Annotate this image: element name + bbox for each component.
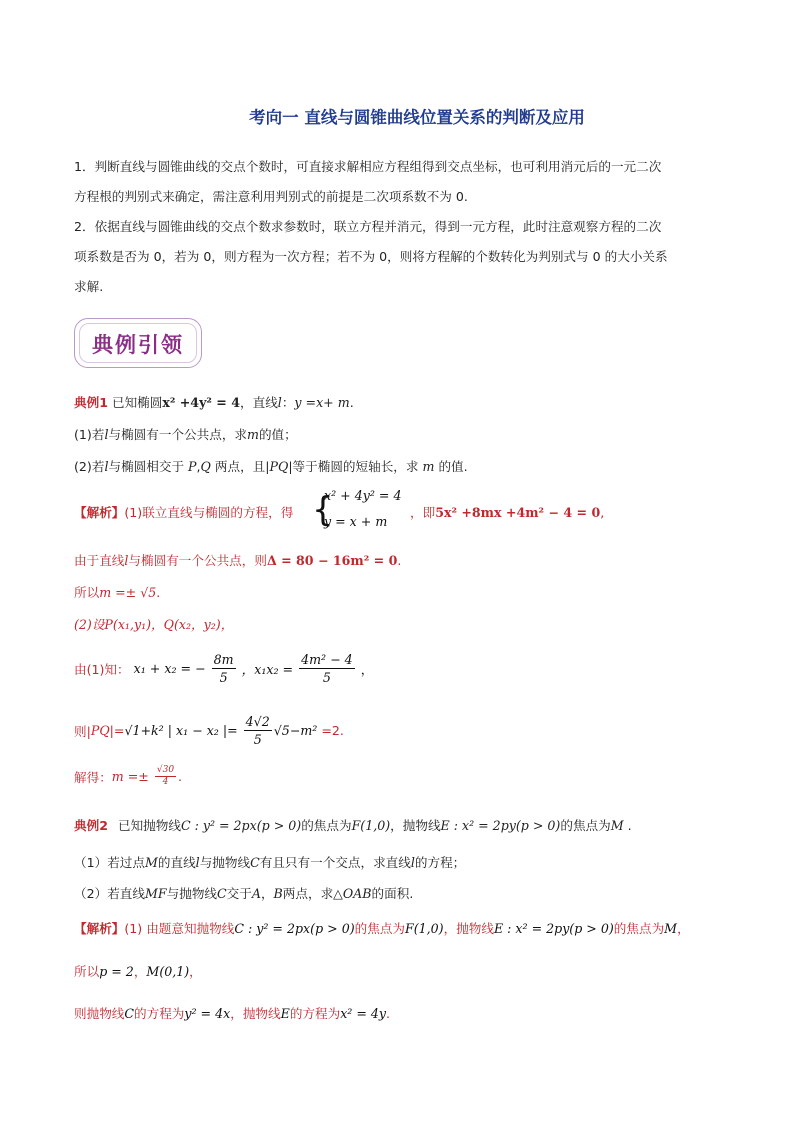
math: PQ xyxy=(90,723,110,738)
text: . xyxy=(386,1006,391,1021)
text: 与椭圆有一个公共点，则 xyxy=(128,553,267,568)
numerator: 4m² − 4 xyxy=(301,652,353,667)
solution2-line1 xyxy=(74,918,690,937)
text: 的值； xyxy=(258,427,297,442)
text: 与抛物线 xyxy=(199,855,251,870)
math: m xyxy=(422,459,435,474)
numerator: 8m xyxy=(213,652,234,667)
math: l xyxy=(104,427,109,442)
text: (1)联立直线与椭圆的方程，得 xyxy=(124,505,294,520)
text: 与椭圆有一个公共点，求 xyxy=(108,427,247,442)
fraction xyxy=(299,651,355,686)
system-eq1: x² + 4y² = 4 xyxy=(324,488,402,503)
solution2-line2 xyxy=(74,961,202,980)
solution1-line6 xyxy=(74,713,344,748)
denominator: 5 xyxy=(219,670,228,685)
solution1-line2 xyxy=(74,550,401,569)
text: 所以 xyxy=(74,964,100,979)
solution1-line4: (2)设P(x₁,y₁)，Q(x₂，y₂)， xyxy=(74,617,234,632)
solution2-line3 xyxy=(74,1003,390,1022)
solution1-line1-tail xyxy=(410,502,604,521)
banner-label: 典例引领 xyxy=(92,332,184,357)
example1-question2 xyxy=(74,456,468,475)
math: l xyxy=(104,459,109,474)
system-eq2: y = x + m xyxy=(324,514,388,529)
denominator: 5 xyxy=(253,732,262,747)
math: l xyxy=(277,395,282,410)
intro-line: 2．依据直线与圆锥曲线的交点个数求参数时，联立方程并消元，得到一元方程，此时注意观察方程的二次 xyxy=(74,219,662,234)
math: E : x² = 2py(p > 0) xyxy=(493,921,614,936)
text: 的直线 xyxy=(157,855,196,870)
math: E xyxy=(280,1006,290,1021)
text: (1)若 xyxy=(74,427,105,442)
text: ： xyxy=(281,395,295,410)
text: ，抛物线 xyxy=(230,1006,281,1021)
text: . xyxy=(623,818,632,833)
math: A xyxy=(251,886,261,901)
solution-tag: 【解析】 xyxy=(74,505,125,520)
math: MF xyxy=(144,886,167,901)
math: E : x² = 2py(p > 0) xyxy=(440,818,561,833)
text: 由(1)知： xyxy=(74,662,130,677)
math: P xyxy=(188,459,197,474)
math: y² = 4x xyxy=(184,1006,231,1021)
text: , xyxy=(196,459,201,474)
brace-icon: { xyxy=(312,490,334,530)
intro-line: 方程根的判别式来确定，需注意利用判别式的前提是二次项系数不为 0. xyxy=(74,189,468,204)
numerator: √30 xyxy=(156,765,175,775)
section-title: 考向一 直线与圆锥曲线位置关系的判断及应用 xyxy=(249,108,585,127)
text: 则| xyxy=(74,724,91,739)
text: . xyxy=(178,769,183,784)
text: 的方程为 xyxy=(289,1006,341,1021)
text: 的方程为 xyxy=(134,1006,185,1021)
text: 解得： xyxy=(74,770,112,785)
text: 的面积. xyxy=(371,886,414,901)
denominator: 5 xyxy=(322,670,331,685)
text: （2）若直线 xyxy=(74,886,145,901)
ellipse-equation: x² +4y² = 4 xyxy=(162,395,240,410)
example1-stem xyxy=(74,392,354,411)
example-banner xyxy=(74,318,202,368)
text: 的方程； xyxy=(414,855,466,870)
text: （1）若过点 xyxy=(74,855,145,870)
math: F(1,0) xyxy=(351,818,391,833)
text: . xyxy=(349,395,354,410)
text: 两点，且| xyxy=(210,459,270,474)
math: m xyxy=(247,427,259,442)
line-equation: y =x+ m xyxy=(294,395,350,410)
math: C xyxy=(124,1006,135,1021)
text: |= xyxy=(109,723,125,738)
solution1-line3 xyxy=(74,582,160,601)
math: C : y² = 2px(p > 0) xyxy=(234,921,355,936)
math: ，x₁x₂ = xyxy=(241,662,294,677)
solution1-line1 xyxy=(74,502,293,521)
example2-stem xyxy=(74,815,632,834)
intro-line: 1．判断直线与圆锥曲线的交点个数时，可直接求解相应方程组得到交点坐标，也可利用消元后的一元二次 xyxy=(74,159,662,174)
text: ，抛物线 xyxy=(443,921,494,936)
text: . xyxy=(397,553,402,568)
text: 与椭圆相交于 xyxy=(108,459,189,474)
text: |等于椭圆的短轴长，求 xyxy=(288,459,423,474)
math: C xyxy=(217,886,227,901)
text: ， xyxy=(677,921,690,936)
intro-line: 项系数是否为 0，若为 0，则方程为一次方程；若不为 0，则将方程解的个数转化为判别式与 0 的大小关系 xyxy=(74,249,668,264)
text: 的焦点为 xyxy=(560,818,611,833)
text: 则抛物线 xyxy=(74,1006,125,1021)
numerator: 4√2 xyxy=(245,714,270,729)
text: ，即 xyxy=(410,505,436,520)
text: ， xyxy=(260,886,274,901)
math: m =± √5 xyxy=(99,585,157,600)
math: M xyxy=(610,818,624,833)
math: F(1,0) xyxy=(405,921,444,936)
fraction xyxy=(244,713,272,748)
math: √5−m² xyxy=(273,723,318,738)
text: 由于直线 xyxy=(74,553,125,568)
math: PQ xyxy=(269,459,289,474)
math: m =± xyxy=(111,769,149,784)
text: 交于 xyxy=(226,886,252,901)
text: 有且只有一个交点，求直线 xyxy=(259,855,411,870)
math: Q xyxy=(200,459,211,474)
math: l xyxy=(195,855,200,870)
quadratic-equation: 5x² +8mx +4m² − 4 = 0 xyxy=(435,505,601,520)
text: ，直线 xyxy=(240,395,278,410)
math: l xyxy=(124,553,129,568)
text: ， xyxy=(189,964,202,979)
solution-tag: 【解析】 xyxy=(74,921,125,936)
text: 所以 xyxy=(74,585,100,600)
text: =2. xyxy=(317,723,344,738)
discriminant: Δ = 80 − 16m² = 0 xyxy=(266,553,398,568)
text: 的焦点为 xyxy=(354,921,405,936)
text: 已知椭圆 xyxy=(111,395,163,410)
text: , xyxy=(600,505,605,520)
text: 的焦点为 xyxy=(613,921,665,936)
denominator: 4 xyxy=(162,777,169,787)
text: 与抛物线 xyxy=(166,886,217,901)
math: √1+k² xyxy=(124,723,164,738)
text: 的值. xyxy=(434,459,468,474)
text: 两点，求 xyxy=(282,886,334,901)
math: C : y² = 2px(p > 0) xyxy=(180,818,302,833)
math: M(0,1) xyxy=(146,964,190,979)
math: | x₁ − x₂ |= xyxy=(163,723,238,738)
text: (1) 由题意知抛物线 xyxy=(124,921,235,936)
math: l xyxy=(410,855,415,870)
math: C xyxy=(250,855,260,870)
fraction xyxy=(155,765,176,788)
example2-question1 xyxy=(74,852,465,871)
math: M xyxy=(664,921,678,936)
example2-question2 xyxy=(74,883,413,902)
example2-label: 典例2 xyxy=(74,818,108,833)
math: p = 2 xyxy=(99,964,134,979)
math: x₁ + x₂ = − xyxy=(133,661,206,676)
text: (2)若 xyxy=(74,459,105,474)
text: ， xyxy=(360,662,374,677)
example1-label: 典例1 xyxy=(74,395,108,410)
example1-question1 xyxy=(74,424,297,443)
solution1-line7 xyxy=(74,765,182,788)
text: ，抛物线 xyxy=(390,818,441,833)
text: . xyxy=(156,585,161,600)
text: 的焦点为 xyxy=(301,818,352,833)
text: 已知抛物线 xyxy=(117,818,181,833)
fraction xyxy=(212,651,236,686)
solution1-line5 xyxy=(74,651,373,686)
math: B xyxy=(273,886,283,901)
math: x² = 4y xyxy=(340,1006,387,1021)
math: △OAB xyxy=(333,886,372,901)
text: ， xyxy=(133,964,147,979)
math: M xyxy=(144,855,158,870)
intro-line: 求解. xyxy=(74,279,104,294)
